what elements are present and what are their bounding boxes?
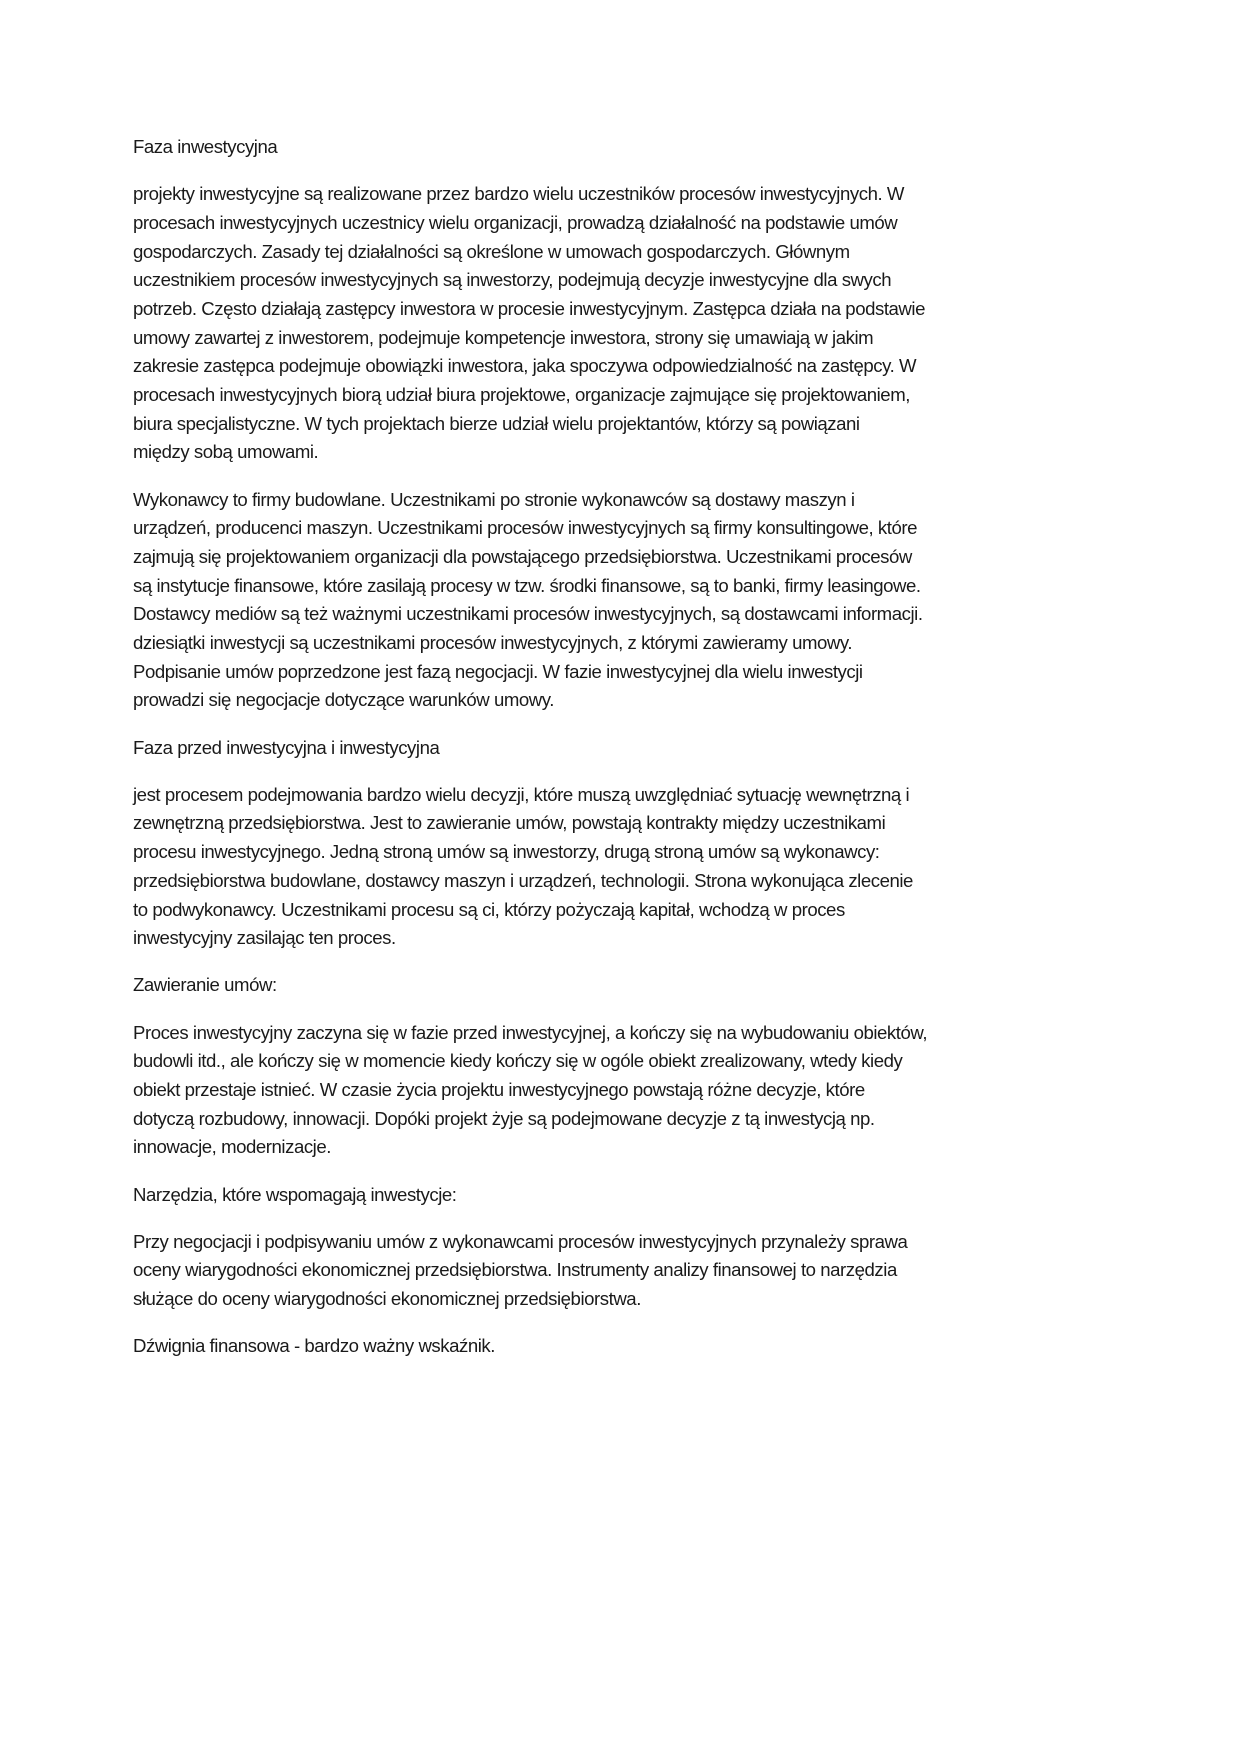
text-line: budowli itd., ale kończy się w momencie kiedy kończy się w ogóle obiekt zrealizowany, wtedy kiedy (133, 1050, 903, 1072)
text-line: gospodarczych. Zasady tej działalności są określone w umowach gospodarczych. Głównym (133, 240, 850, 262)
text-line: Podpisanie umów poprzedzone jest fazą negocjacji. W fazie inwestycyjnej dla wielu inwestycji (133, 660, 863, 682)
paragraph (133, 781, 1113, 953)
text-line: innowacje, modernizacje. (133, 1136, 331, 1158)
text-line: przedsiębiorstwa budowlane, dostawcy maszyn i urządzeń, technologii. Strona wykonująca zlecenie (133, 869, 913, 891)
text-line: to podwykonawcy. Uczestnikami procesu są ci, którzy pożyczają kapitał, wchodzą w proces (133, 898, 845, 920)
paragraph-heading (133, 1332, 1113, 1361)
paragraph (133, 486, 1113, 716)
text-line: procesach inwestycyjnych biorą udział biura projektowe, organizacje zajmujące się projektowaniem, (133, 384, 910, 405)
text-line: Dźwignia finansowa - bardzo ważny wskaźnik. (133, 1335, 495, 1357)
text-line: potrzeb. Często działają zastępcy inwestora w procesie inwestycyjnym. Zastępca działa na podstawie (133, 297, 925, 319)
text-line: Wykonawcy to firmy budowlane. Uczestnikami po stronie wykonawców są dostawy maszyn i (133, 488, 855, 510)
text-line: inwestycyjny zasilając ten proces. (133, 927, 396, 949)
text-line: procesu inwestycyjnego. Jedną stroną umów są inwestorzy, drugą stroną umów są wykonawcy: (133, 841, 880, 863)
text-line: zajmują się projektowaniem organizacji dla powstającego przedsiębiorstwa. Uczestnikami procesów (133, 545, 912, 567)
text-line: Przy negocjacji i podpisywaniu umów z wykonawcami procesów inwestycyjnych przynależy sprawa (133, 1230, 908, 1252)
text-line: Zawieranie umów: (133, 974, 277, 996)
text-line: jest procesem podejmowania bardzo wielu decyzji, które muszą uwzględniać sytuację wewnętrzną i (133, 783, 910, 805)
text-line: zewnętrzną przedsiębiorstwa. Jest to zawieranie umów, powstają kontrakty między uczestnikami (133, 812, 886, 834)
text-line: umowy zawartej z inwestorem, podejmuje kompetencje inwestora, strony się umawiają w jakim (133, 326, 874, 348)
text-line: Dostawcy mediów są też ważnymi uczestnikami procesów inwestycyjnych, są dostawcami informacji. (133, 603, 923, 625)
text-line: prowadzi się negocjacje dotyczące warunków umowy. (133, 689, 554, 711)
text-line: są instytucje finansowe, które zasilają procesy w tzw. środki finansowe, są to banki, firmy leasingowe. (133, 574, 921, 596)
text-line: między sobą umowami. (133, 441, 319, 463)
paragraph (133, 1228, 1113, 1314)
paragraph-heading (133, 734, 1113, 763)
paragraph (133, 1019, 1113, 1162)
paragraph-heading (133, 1181, 1113, 1210)
text-line: biura specjalistyczne. W tych projektach bierze udział wielu projektantów, którzy są powiązani (133, 412, 860, 434)
text-line: dotyczą rozbudowy, innowacji. Dopóki projekt żyje są podejmowane decyzje z tą inwestycją np. (133, 1107, 875, 1129)
text-line: zakresie zastępca podejmuje obowiązki inwestora, jaka spoczywa odpowiedzialność na zastępcy. W (133, 355, 917, 377)
paragraph-heading (133, 133, 1113, 162)
text-line: urządzeń, producenci maszyn. Uczestnikami procesów inwestycyjnych są firmy konsultingowe, które (133, 517, 917, 539)
text-line: Proces inwestycyjny zaczyna się w fazie przed inwestycyjnej, a kończy się na wybudowaniu obiektów, (133, 1021, 928, 1043)
text-line: uczestnikiem procesów inwestycyjnych są inwestorzy, podejmują decyzje inwestycyjne dla swych (133, 269, 892, 291)
paragraph-heading (133, 971, 1113, 1000)
text-line: procesach inwestycyjnych uczestnicy wielu organizacji, prowadzą działalność na podstawie umów (133, 211, 898, 233)
paragraph (133, 180, 1113, 467)
text-line: obiekt przestaje istnieć. W czasie życia projektu inwestycyjnego powstają różne decyzje, które (133, 1078, 865, 1100)
text-line: służące do oceny wiarygodności ekonomicznej przedsiębiorstwa. (133, 1288, 641, 1310)
text-line: Narzędzia, które wspomagają inwestycje: (133, 1183, 457, 1205)
document-page (133, 133, 1113, 1379)
text-line: projekty inwestycyjne są realizowane przez bardzo wielu uczestników procesów inwestycyjnych. W (133, 183, 904, 205)
text-line: Faza inwestycyjna (133, 136, 278, 157)
text-line: oceny wiarygodności ekonomicznej przedsiębiorstwa. Instrumenty analizy finansowej to narzędzia (133, 1259, 897, 1281)
text-line: dziesiątki inwestycji są uczestnikami procesów inwestycyjnych, z którymi zawieramy umowy. (133, 632, 853, 653)
text-line: Faza przed inwestycyjna i inwestycyjna (133, 736, 440, 758)
